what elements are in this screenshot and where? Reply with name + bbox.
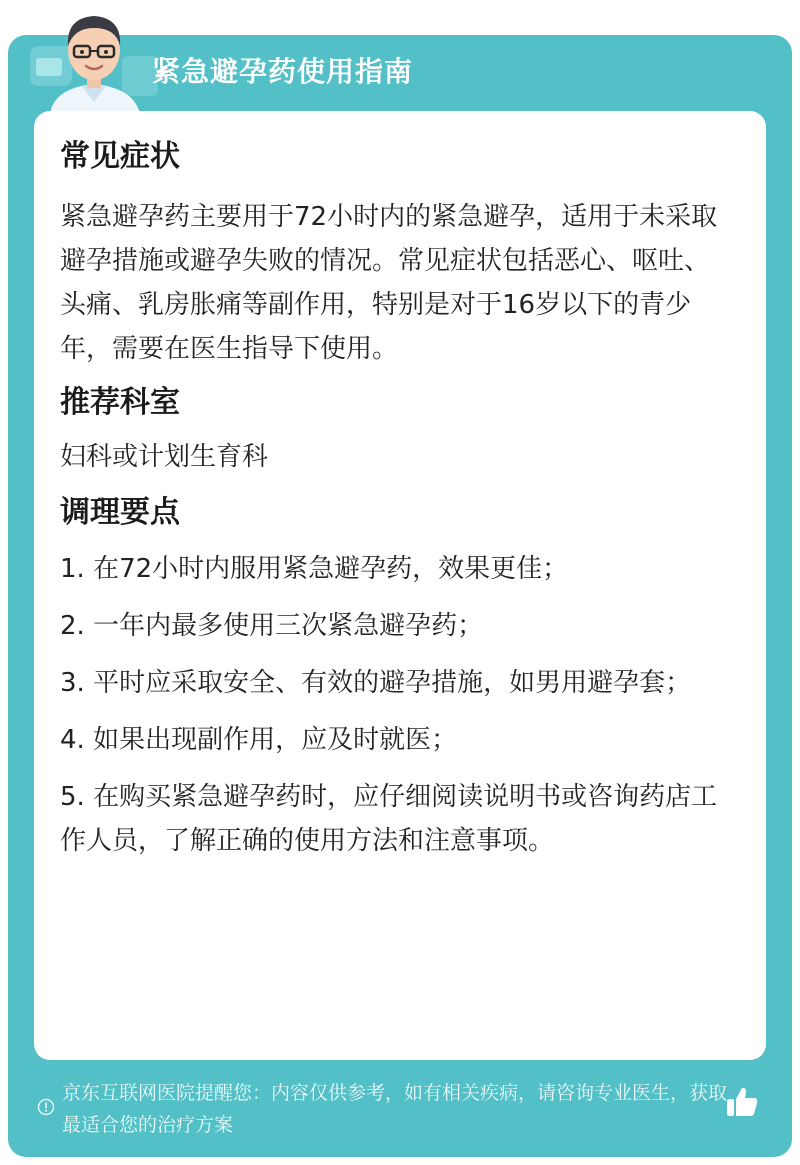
department-heading: 推荐科室 (60, 385, 180, 420)
doctor-avatar-icon (30, 6, 158, 114)
info-icon (37, 1098, 55, 1116)
content-card (34, 111, 766, 1060)
list-item: 1. 在72小时内服用紧急避孕药，效果更佳； (60, 554, 569, 584)
department-text: 妇科或计划生育科 (60, 442, 269, 472)
tips-heading: 调理要点 (60, 495, 180, 530)
page-title: 紧急避孕药使用指南 (152, 55, 414, 88)
symptoms-text: 紧急避孕药主要用于72小时内的紧急避孕，适用于未采取避孕措施或避孕失败的情况。常见症状包括恶心、呕吐、头痛、乳房胀痛等副作用，特别是对于16岁以下的青少年，需要在医生指导下使用。 (60, 202, 718, 364)
thumbs-up-icon[interactable] (724, 1084, 760, 1120)
tips-list (60, 547, 720, 863)
disclaimer-text: 京东互联网医院提醒您：内容仅供参考，如有相关疾病，请咨询专业医生，获取最适合您的治疗方案 (62, 1082, 728, 1136)
content-body (60, 133, 720, 876)
list-item: 5. 在购买紧急避孕药时，应仔细阅读说明书或咨询药店工作人员，了解正确的使用方法和注意事项。 (60, 782, 718, 856)
list-item: 3. 平时应采取安全、有效的避孕措施，如男用避孕套； (60, 668, 692, 698)
symptoms-heading: 常见症状 (60, 139, 180, 174)
list-item: 2. 一年内最多使用三次紧急避孕药； (60, 611, 484, 641)
list-item: 4. 如果出现副作用，应及时就医； (60, 725, 458, 755)
